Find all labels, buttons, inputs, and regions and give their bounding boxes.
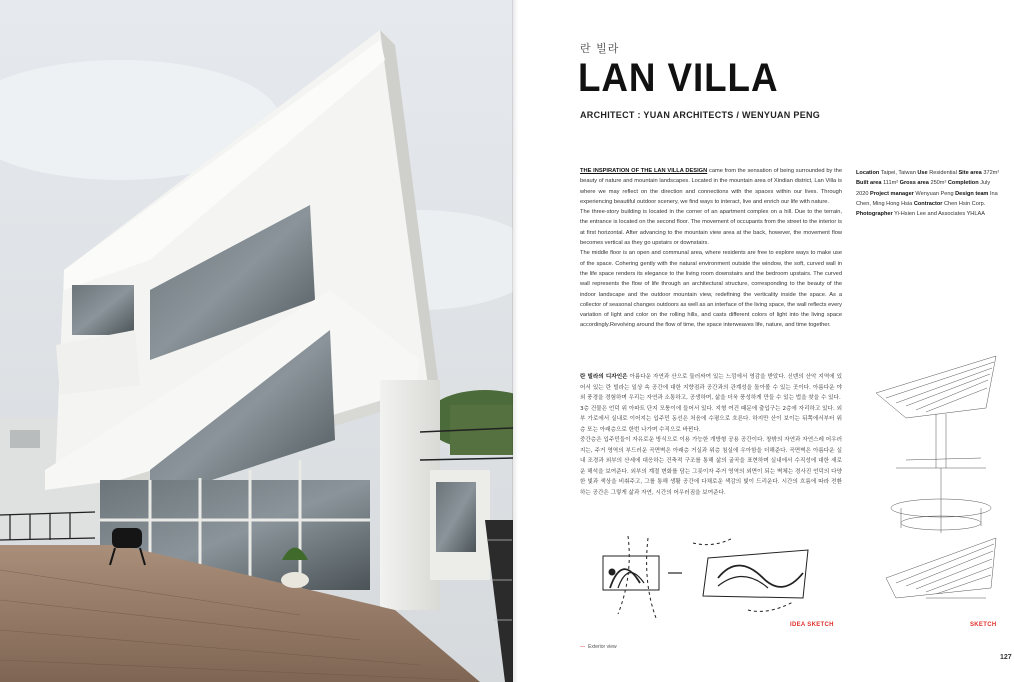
korean-paragraph-1 [580, 372, 842, 404]
credit-label: Contractor [913, 200, 943, 207]
sketch-middle [891, 468, 991, 533]
article-page [518, 0, 1014, 682]
sketch-top [876, 356, 996, 468]
credit-value: 250m² [930, 180, 947, 187]
credit-label: Built area [856, 180, 882, 187]
korean-title: 란 빌라 [580, 42, 620, 55]
korean-body [580, 372, 842, 498]
english-paragraph-2: The three-story building is located in the corner of an apartment complex on a hill. Due to the terrain, the entrance is located on the second floor. The movement of occupants from the street to the interior is at first horizontal. After advancing to the mountain view area at the back, however, the movement flow becomes vertical as they go upstairs or downstairs. [580, 209, 842, 247]
english-body [580, 166, 842, 331]
credit-label: Use [917, 170, 928, 176]
credit-value: July 2020 [856, 180, 991, 197]
idea-sketch-label: IDEA SKETCH [790, 622, 834, 628]
caption-marker-icon: — [580, 644, 585, 650]
idea-sketch-right [668, 538, 808, 611]
credit-label: Location [856, 170, 880, 176]
korean-paragraph-3: 중간층은 입주민들이 자유로운 방식으로 이용 가능한 개방형 공용 공간이다. 창밖의 자연과 자연스레 어우러지는, 주거 영역의 부드러운 곡면벽은 아래층 거실과 위층 침실에 우아함을 더해준다. 곡면벽은 아름다운 실내 조경과 외부의 산세에 대응하는 건축적 구조를 통해 삶의 굴곡을 표현하며 실내에서 수직성에 대한 새로운 해석을 보여준다. 외부의 계절 변화를 담는 그릇이자 주거 영역의 외면이 되는 벽체는 경사진 언덕의 다양한 빛과 색상을 비춰주고, 그를 통해 생활 공간에 다채로운 색감의 빛이 드리운다. 시간의 흐름에 따라 전환하는 공간은 그렇게 삶과 자연, 시간의 어우러짐을 보여준다. [580, 437, 842, 496]
credit-value: Chen Hsin Corp. [944, 200, 986, 207]
project-credits [856, 168, 1000, 219]
credit-value: Wenyuan Peng [915, 190, 954, 197]
korean-lead: 란 빌라의 디자인은 [580, 374, 628, 380]
english-paragraph-3: The middle floor is an open and communal area, where residents are free to explore ways to make use of the space. Cohering gently with the natural environment outside the window, the soft, curved wall in the life space renders its elegance to the living room downstairs and the bedroom upstairs. The curved wall represents the flow of life through an architectural structure, corresponding to the beauty of the indoor landscape and the outdoor mountain view, redefining the verticality inside the space. As a collector of seasonal changes outdoors as well as an interface of the living space, the wall reflects every variation of light and color on the rolling hills, and casts different colors of light into the living space accordingly.Revolving around the flow of time, the space interweaves life, nature, and time together. [580, 250, 842, 329]
english-p1-text: came from the sensation of being surrounded by the beauty of nature and mountain landscapes. Located in the mountain area of Xindian district, Lan Villa is where we may reflect on the direction and connections with the spaces within our lives. Through experiencing beautiful outdoor scenery, we find ways to interact, live and enrich our life with nature. [580, 168, 842, 205]
architect-line: ARCHITECT : YUAN ARCHITECTS / WENYUAN PENG [580, 110, 821, 120]
photo-caption [580, 644, 617, 650]
credit-value: 372m² [983, 170, 1000, 176]
credit-label: Gross area [899, 180, 929, 187]
credit-value: Ina Chen, Ming Hong Hsia [856, 190, 998, 207]
credit-label: Project manager [870, 190, 914, 197]
page-number: 127 [1000, 654, 1012, 661]
credit-value: Yi-Hsien Lee and Associates YHLAA [894, 211, 985, 218]
section-sketches [866, 348, 1006, 618]
idea-sketch-left [603, 536, 659, 618]
credit-label: Site area [958, 170, 982, 176]
english-lead: THE INSPIRATION OF THE LAN VILLA DESIGN [580, 168, 708, 174]
english-paragraph-1 [580, 166, 842, 207]
credit-value: Taipei, Taiwan [880, 170, 916, 176]
korean-p1-text: 아름다운 자연과 산으로 둘러싸여 있는 느낌에서 영감을 받았다. 신덴의 산악 지역에 있어서 있는 란 빌라는 일상 속 공간에 대한 지향점과 공간과의 관계성을 돌아볼 수 있는 곳이다. 아름다운 야외 풍경을 경험하며 우리는 자연과 소통하고, 공생하며, 삶을 더욱 풍성하게 만들 수 있는 법을 찾을 수 있다. [580, 374, 842, 401]
page-title: LAN VILLA [578, 56, 779, 100]
korean-paragraph-2: 3층 건물은 언덕 위 아파트 단지 모퉁이에 들어서 있다. 지형 여건 때문에 출입구는 2층에 자리하고 있다. 외부 가로에서 실내로 이어지는 입주민 동선은 처음에 수평으로 흐른다. 하지만 산이 보이는 뒤쪽에서부터 위층 또는 아래층으로 한번 나가며 수직으로 바뀐다. [580, 405, 842, 433]
credit-label: Design team [955, 190, 989, 197]
caption-text: Exterior view [588, 644, 617, 650]
sketch-label: SKETCH [970, 622, 997, 628]
credit-value: 111m² [883, 180, 899, 187]
sketch-bottom [886, 538, 996, 598]
credit-value: Residential [929, 170, 957, 176]
credit-label: Completion [947, 180, 979, 187]
credit-label: Photographer [856, 211, 893, 218]
idea-sketch-drawings [598, 528, 828, 620]
